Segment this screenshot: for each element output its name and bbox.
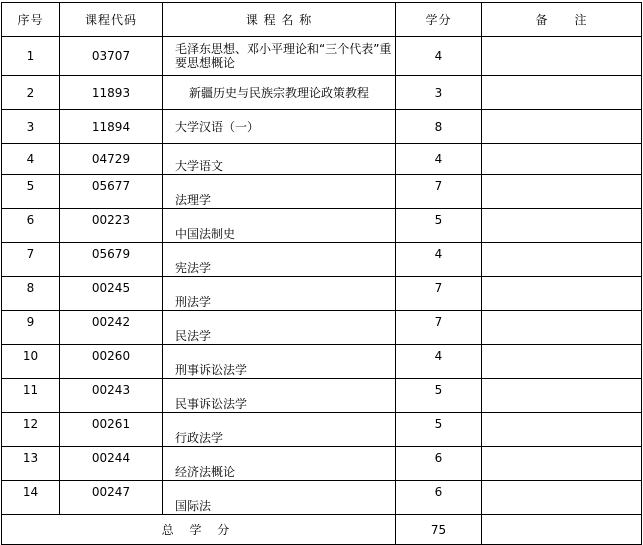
row-index: 8 xyxy=(2,277,60,311)
course-plan-table xyxy=(1,2,642,545)
row-remark xyxy=(482,277,642,311)
table-row xyxy=(2,311,642,345)
row-index: 7 xyxy=(2,243,60,277)
row-course-name: 中国法制史 xyxy=(163,209,396,243)
row-index: 10 xyxy=(2,345,60,379)
row-course-name: 大学汉语（一） xyxy=(163,110,396,144)
header-course-name: 课 程 名 称 xyxy=(163,3,396,37)
row-course-name: 民事诉讼法学 xyxy=(163,379,396,413)
row-credits: 4 xyxy=(396,144,482,175)
row-remark xyxy=(482,413,642,447)
row-course-name: 刑法学 xyxy=(163,277,396,311)
row-course-code: 00261 xyxy=(60,413,163,447)
row-course-name: 宪法学 xyxy=(163,243,396,277)
row-remark xyxy=(482,175,642,209)
table-row xyxy=(2,110,642,144)
row-course-code: 05679 xyxy=(60,243,163,277)
row-index: 1 xyxy=(2,37,60,76)
row-credits: 6 xyxy=(396,447,482,481)
row-remark xyxy=(482,243,642,277)
total-remark xyxy=(482,515,642,545)
row-index: 6 xyxy=(2,209,60,243)
row-course-code: 00244 xyxy=(60,447,163,481)
row-remark xyxy=(482,345,642,379)
row-index: 5 xyxy=(2,175,60,209)
row-course-name: 大学语文 xyxy=(163,144,396,175)
table-row xyxy=(2,345,642,379)
row-remark xyxy=(482,76,642,110)
row-course-name: 行政法学 xyxy=(163,413,396,447)
table-row xyxy=(2,209,642,243)
row-credits: 7 xyxy=(396,311,482,345)
table-row xyxy=(2,413,642,447)
row-remark xyxy=(482,447,642,481)
row-course-code: 11893 xyxy=(60,76,163,110)
row-index: 14 xyxy=(2,481,60,515)
row-course-name: 毛泽东思想、邓小平理论和“三个代表”重要思想概论 xyxy=(163,37,396,76)
row-remark xyxy=(482,379,642,413)
row-credits: 5 xyxy=(396,209,482,243)
row-index: 12 xyxy=(2,413,60,447)
table-row xyxy=(2,277,642,311)
row-remark xyxy=(482,481,642,515)
row-index: 3 xyxy=(2,110,60,144)
row-index: 11 xyxy=(2,379,60,413)
row-course-code: 05677 xyxy=(60,175,163,209)
table-row xyxy=(2,481,642,515)
row-credits: 5 xyxy=(396,379,482,413)
row-index: 4 xyxy=(2,144,60,175)
row-index: 13 xyxy=(2,447,60,481)
row-credits: 4 xyxy=(396,37,482,76)
row-index: 9 xyxy=(2,311,60,345)
row-credits: 5 xyxy=(396,413,482,447)
row-course-name: 新疆历史与民族宗教理论政策教程 xyxy=(163,76,396,110)
row-course-code: 00247 xyxy=(60,481,163,515)
row-credits: 8 xyxy=(396,110,482,144)
row-credits: 6 xyxy=(396,481,482,515)
row-course-name: 刑事诉讼法学 xyxy=(163,345,396,379)
row-remark xyxy=(482,144,642,175)
table-row xyxy=(2,175,642,209)
header-credits: 学分 xyxy=(396,3,482,37)
row-course-code: 03707 xyxy=(60,37,163,76)
row-course-name: 经济法概论 xyxy=(163,447,396,481)
total-credits-value: 75 xyxy=(396,515,482,545)
row-course-code: 00260 xyxy=(60,345,163,379)
row-remark xyxy=(482,37,642,76)
row-course-code: 00245 xyxy=(60,277,163,311)
header-course-code: 课程代码 xyxy=(60,3,163,37)
row-course-name: 法理学 xyxy=(163,175,396,209)
row-course-name: 民法学 xyxy=(163,311,396,345)
row-credits: 4 xyxy=(396,345,482,379)
row-remark xyxy=(482,209,642,243)
total-row xyxy=(2,515,642,545)
row-credits: 4 xyxy=(396,243,482,277)
table-row xyxy=(2,37,642,76)
table-row xyxy=(2,243,642,277)
row-remark xyxy=(482,311,642,345)
row-remark xyxy=(482,110,642,144)
row-index: 2 xyxy=(2,76,60,110)
row-course-code: 00242 xyxy=(60,311,163,345)
total-credits-label: 总 学 分 xyxy=(2,515,396,545)
header-row xyxy=(2,3,642,37)
row-course-code: 04729 xyxy=(60,144,163,175)
row-credits: 7 xyxy=(396,175,482,209)
table-row xyxy=(2,447,642,481)
table-row xyxy=(2,76,642,110)
row-course-name: 国际法 xyxy=(163,481,396,515)
row-course-code: 00223 xyxy=(60,209,163,243)
table-row xyxy=(2,379,642,413)
row-course-code: 11894 xyxy=(60,110,163,144)
header-remarks: 备 注 xyxy=(482,3,642,37)
row-course-code: 00243 xyxy=(60,379,163,413)
row-credits: 3 xyxy=(396,76,482,110)
row-credits: 7 xyxy=(396,277,482,311)
table-row xyxy=(2,144,642,175)
header-index: 序号 xyxy=(2,3,60,37)
